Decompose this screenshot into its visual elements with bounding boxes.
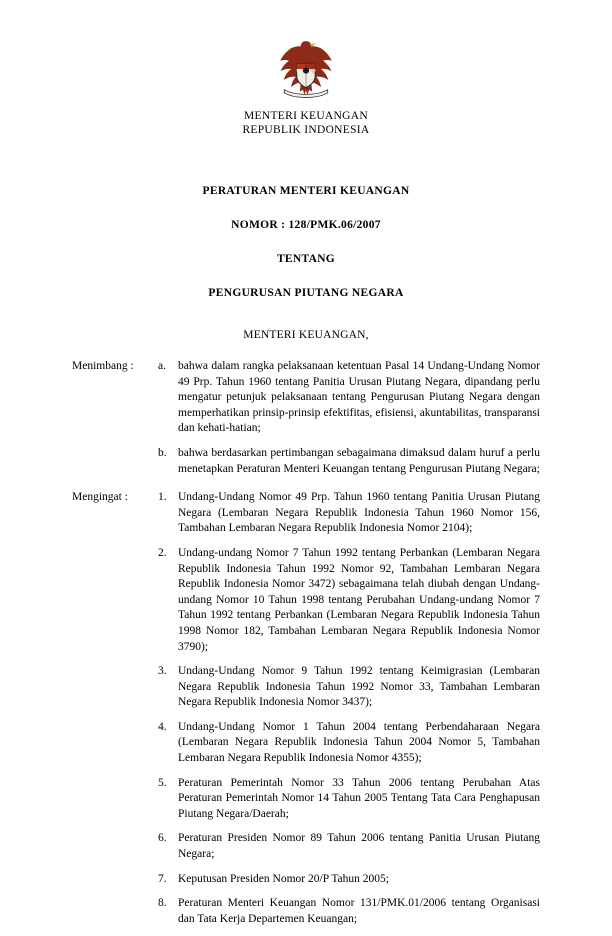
clause-text: bahwa berdasarkan pertimbangan sebagaimana dimaksud dalam huruf a perlu menetapkan Peraturan Menteri Keuangan tentang Pengurusan Piutang Negara; (178, 446, 540, 475)
ministry-heading (72, 109, 540, 137)
document-title-block (72, 185, 540, 299)
list-marker: 7. (158, 872, 167, 885)
ministry-line-2: REPUBLIK INDONESIA (242, 124, 370, 136)
issuing-authority: MENTERI KEUANGAN, (243, 329, 369, 341)
garuda-pancasila-emblem (275, 38, 337, 98)
menimbang-item (72, 446, 540, 477)
clause-text: Undang-Undang Nomor 1 Tahun 2004 tentang Perbendaharaan Negara (Lembaran Negara Republik Indonesia Tahun 2004 Nomor 5, Tambahan Lembaran Negara Republik Indonesia Nomor 4355); (178, 720, 540, 765)
menimbang-item (72, 359, 540, 437)
mengingat-item (72, 776, 540, 823)
mengingat-item (72, 490, 540, 537)
clause-text: Undang-undang Nomor 7 Tahun 1992 tentang Perbankan (Lembaran Negara Republik Indonesia Tahun 1992 Nomor 92, Tambahan Lembaran Negara Republik Indonesia Nomor 3472) sebagaimana telah diubah dengan Undang-undang Nomor 10 Tahun 1998 tentang Perubahan Undang-undang Nomor 7 Tahun 1992 tentang Perbankan (Lembaran Negara Republik Indonesia Tahun 1998 Nomor 182, Tambahan Lembaran Negara Republik Indonesia Nomor 3790); (178, 546, 540, 653)
mengingat-item (72, 831, 540, 862)
menimbang-label: Menimbang : (72, 360, 134, 372)
clause-text: Undang-Undang Nomor 49 Prp. Tahun 1960 tentang Panitia Urusan Piutang Negara (Lembaran Negara Republik Indonesia Tahun 1960 Nomor 156, Tambahan Lembaran Negara Republik Indonesia Nomor 2104); (178, 491, 540, 535)
list-marker: b. (158, 446, 167, 459)
clause-text: Peraturan Pemerintah Nomor 33 Tahun 2006 tentang Perubahan Atas Peraturan Pemerintah Nomor 14 Tahun 2005 Tentang Tata Cara Penghapusan Piutang Negara/Daerah; (178, 776, 540, 820)
emblem-container (72, 38, 540, 103)
mengingat-item (72, 546, 540, 655)
list-marker: 3. (158, 665, 167, 678)
mengingat-item (72, 896, 540, 927)
clause-text: Peraturan Presiden Nomor 89 Tahun 2006 tentang Panitia Urusan Piutang Negara; (178, 832, 540, 861)
list-marker: 1. (158, 491, 167, 504)
mengingat-item (72, 872, 540, 888)
list-marker: 5. (158, 776, 167, 789)
list-marker: 2. (158, 546, 167, 559)
clause-text: bahwa dalam rangka pelaksanaan ketentuan Pasal 14 Undang-Undang Nomor 49 Prp. Tahun 1960 tentang Panitia Urusan Piutang Negara, dipandang perlu mengatur petunjuk pelaksanaan tentang Pengurusan Piutang Negara dengan memperhatikan prinsip-prinsip efektifitas, efisiensi, akuntabilitas, transparansi dan kehati-hatian; (178, 360, 540, 435)
regulation-subject: PENGURUSAN PIUTANG NEGARA (208, 287, 404, 299)
ministry-line-1: MENTERI KEUANGAN (244, 110, 368, 122)
clause-text: Peraturan Menteri Keuangan Nomor 131/PMK.01/2006 tentang Organisasi dan Tata Kerja Departemen Keuangan; (178, 897, 540, 925)
mengingat-label: Mengingat : (72, 491, 128, 504)
list-marker: a. (158, 360, 166, 372)
clause-text: Undang-Undang Nomor 9 Tahun 1992 tentang Keimigrasian (Lembaran Negara Republik Indonesia Tahun 1992 Nomor 33, Tambahan Lembaran Negara Republik Indonesia Nomor 3437); (178, 665, 540, 709)
list-marker: 4. (158, 720, 167, 733)
mengingat-item (72, 720, 540, 767)
page-title: PERATURAN MENTERI KEUANGAN (202, 185, 410, 197)
regulation-number: NOMOR : 128/PMK.06/2007 (231, 219, 381, 231)
list-marker: 8. (158, 897, 167, 910)
about-label: TENTANG (276, 253, 336, 265)
clauses-section (72, 359, 540, 927)
mengingat-item (72, 664, 540, 711)
list-marker: 6. (158, 832, 167, 845)
clause-text: Keputusan Presiden Nomor 20/P Tahun 2005; (178, 872, 389, 885)
